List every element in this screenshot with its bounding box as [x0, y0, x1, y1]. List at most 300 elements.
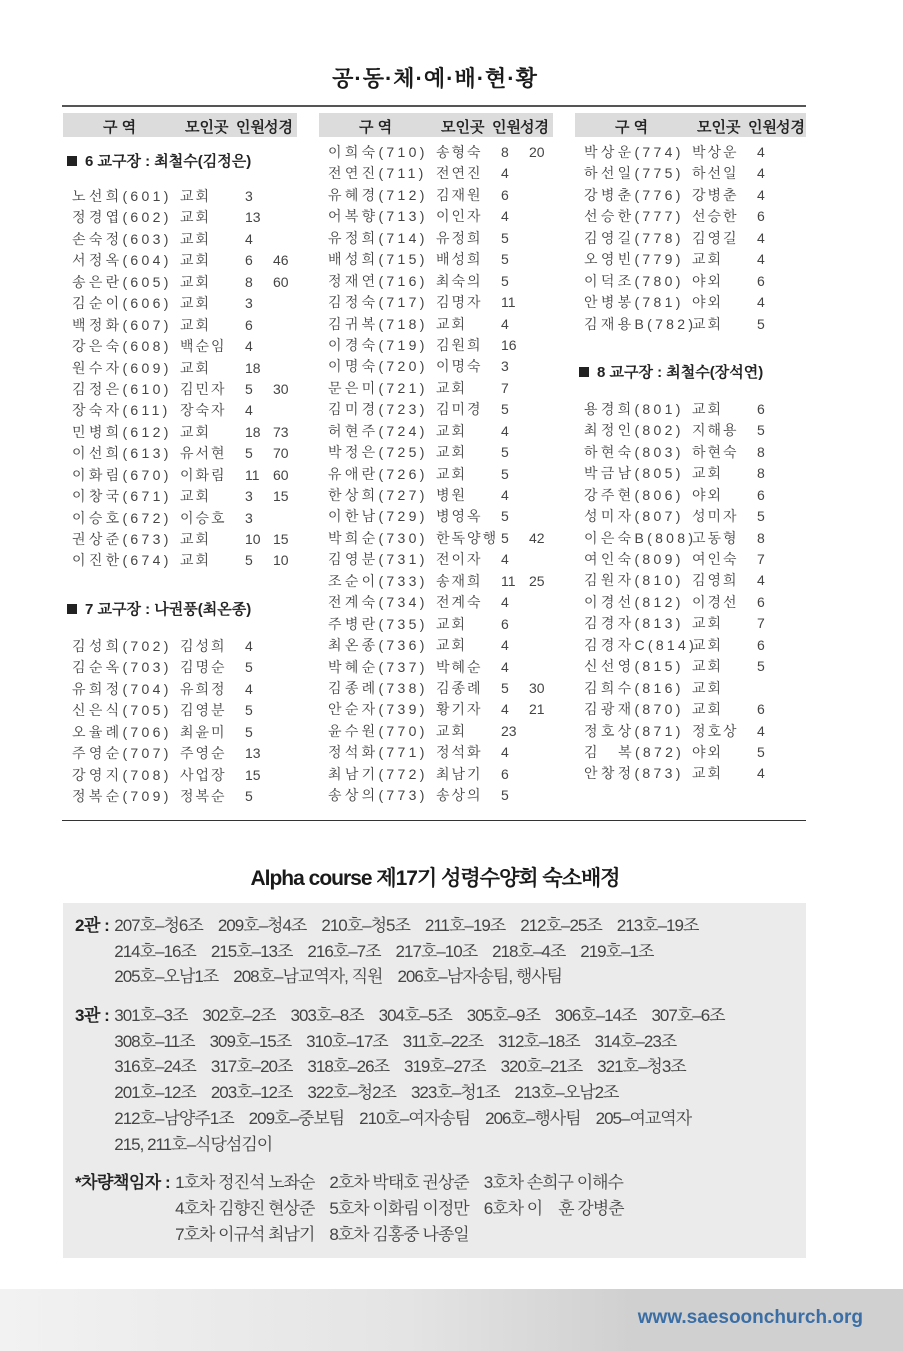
meeting-place: 병영옥 — [436, 508, 483, 525]
attendance-count: 11 — [245, 466, 260, 483]
table-row — [319, 292, 553, 313]
table-row — [319, 185, 553, 206]
section-lines — [114, 913, 806, 990]
table-row — [575, 549, 809, 570]
area-name: 김귀복(718) — [328, 315, 428, 332]
table-row — [575, 228, 809, 249]
attendance-count: 7 — [757, 551, 765, 567]
area-name: 유혜경(712) — [328, 186, 428, 203]
area-name: 김원자(810) — [584, 572, 684, 589]
attendance-count: 4 — [501, 315, 509, 332]
meeting-place: 이명숙 — [436, 358, 483, 375]
meeting-place: 교회 — [436, 444, 468, 461]
meeting-place: 김미경 — [436, 401, 483, 418]
table-row — [575, 206, 809, 227]
area-name: 한상희(727) — [328, 487, 428, 503]
meeting-place: 야외 — [692, 294, 724, 311]
area-name: 유희정(704) — [72, 680, 172, 697]
worship-column-3 — [575, 142, 809, 785]
table-row — [63, 786, 297, 807]
table-header-1 — [63, 113, 297, 137]
meeting-place: 교회 — [180, 423, 212, 440]
meeting-place: 교회 — [436, 422, 468, 439]
table-row — [575, 592, 809, 613]
attendance-count: 4 — [501, 422, 509, 439]
table-row — [63, 508, 297, 529]
table-row — [63, 679, 297, 700]
section-lines — [175, 1170, 806, 1247]
bible-count: 42 — [529, 529, 545, 546]
area-name: 유애란(726) — [328, 465, 428, 482]
table-row — [575, 656, 809, 677]
table-row — [63, 358, 297, 379]
table-row — [63, 250, 297, 271]
meeting-place: 황기자 — [436, 701, 483, 718]
meeting-place: 교회 — [692, 701, 724, 718]
meeting-place: 성미자 — [692, 508, 739, 525]
meeting-place: 야외 — [692, 486, 724, 503]
meeting-place: 교회 — [436, 615, 468, 632]
attendance-count: 5 — [501, 465, 509, 482]
attendance-count: 5 — [757, 658, 765, 675]
attendance-count: 5 — [757, 508, 765, 525]
assignment-item: 320호–21조 — [500, 1057, 583, 1077]
area-name: 김종례(738) — [328, 679, 428, 696]
table-row — [63, 379, 297, 400]
assignment-line — [114, 939, 806, 965]
attendance-count: 4 — [757, 572, 765, 589]
square-bullet-icon — [67, 604, 77, 614]
assignment-item: 214호–16조 — [114, 941, 196, 961]
table-row — [319, 356, 553, 377]
assignment-item: 1호차 정진석 노좌순 — [175, 1173, 315, 1193]
area-name: 오율례(706) — [72, 723, 172, 740]
table-row — [319, 785, 553, 806]
meeting-place: 교회 — [180, 359, 212, 376]
meeting-place: 유서현 — [180, 445, 227, 462]
page-title: 공·동·체·예·배·현·황 — [332, 66, 538, 91]
assignment-line — [114, 913, 806, 939]
meeting-place: 이인자 — [436, 208, 483, 225]
assignment-item: 7호차 이규석 최남기 — [175, 1224, 315, 1244]
table-row — [575, 742, 809, 763]
district-heading-text: 6 교구장 : 최철수(김정은) — [85, 153, 252, 170]
area-name: 윤수원(770) — [328, 722, 428, 739]
meeting-place: 최윤미 — [180, 723, 227, 740]
attendance-count: 4 — [501, 658, 509, 675]
attendance-count: 8 — [757, 465, 765, 482]
area-name: 문은미(721) — [328, 379, 428, 396]
section-lines — [114, 1003, 806, 1157]
district-heading — [575, 335, 809, 399]
table-row — [575, 314, 809, 335]
area-name: 김정숙(717) — [328, 294, 428, 311]
table-row — [63, 336, 297, 357]
table-row — [63, 293, 297, 314]
attendance-count: 10 — [245, 531, 261, 547]
attendance-count: 5 — [245, 723, 253, 740]
meeting-place: 교회 — [180, 488, 212, 505]
table-row — [63, 743, 297, 764]
area-name: 안순자(739) — [328, 701, 428, 718]
bible-count: 15 — [273, 488, 289, 505]
area-name: 전계숙(734) — [328, 594, 428, 611]
section-label: 2관 : — [75, 916, 110, 935]
meeting-place: 장숙자 — [180, 402, 227, 419]
table-row — [575, 442, 809, 463]
area-name: 신선영(815) — [584, 658, 684, 675]
area-name: 어복향(713) — [328, 208, 428, 225]
meeting-place: 김영길 — [692, 229, 739, 246]
meeting-place: 송재희 — [436, 572, 483, 589]
meeting-place: 전계숙 — [436, 594, 483, 611]
area-name: 선승한(777) — [584, 208, 684, 225]
room-assignment-box — [63, 903, 806, 1258]
attendance-count: 4 — [245, 230, 253, 247]
table-row — [63, 272, 297, 293]
bible-count: 46 — [273, 252, 289, 269]
bible-count: 20 — [529, 144, 545, 160]
area-name: 박혜순(737) — [328, 658, 428, 675]
meeting-place: 김재원 — [436, 186, 483, 203]
table-row — [319, 399, 553, 420]
area-name: 이은숙B(808) — [584, 529, 697, 546]
attendance-count: 4 — [245, 402, 253, 419]
table-row — [319, 464, 553, 485]
meeting-place: 김종례 — [436, 679, 483, 696]
assignment-item: 310호–17조 — [306, 1031, 388, 1051]
attendance-count: 11 — [501, 572, 516, 589]
meeting-place: 정복순 — [180, 787, 227, 804]
meeting-place: 병원 — [436, 487, 468, 503]
meeting-place: 교회 — [180, 295, 212, 312]
table-row — [575, 292, 809, 313]
area-name: 이희숙(710) — [328, 144, 428, 160]
assignment-item: 209호–중보팀 — [248, 1108, 345, 1128]
worship-column-1 — [63, 142, 297, 807]
assignment-item: 301호–3조 — [114, 1006, 188, 1026]
assignment-item: 205–여교역자 — [595, 1108, 692, 1128]
area-name: 용경희(801) — [584, 400, 684, 417]
table-row — [575, 570, 809, 591]
meeting-place: 교회 — [180, 188, 212, 204]
section-label: *차량책임자 : — [75, 1173, 171, 1193]
table-row — [63, 529, 297, 550]
area-name: 허현주(724) — [328, 422, 428, 439]
attendance-count: 15 — [245, 766, 261, 783]
area-name: 강병춘(776) — [584, 186, 684, 203]
attendance-count: 5 — [245, 380, 253, 397]
area-name: 박정은(725) — [328, 444, 428, 461]
assignment-item: 201호–12조 — [114, 1083, 196, 1103]
attendance-count: 5 — [757, 422, 765, 439]
area-name: 김순옥(703) — [72, 659, 172, 676]
area-name: 김정은(610) — [72, 380, 172, 397]
meeting-place: 여인숙 — [692, 551, 739, 567]
area-name: 김순이(606) — [72, 295, 172, 312]
area-name: 원수자(609) — [72, 359, 172, 376]
table-row — [575, 528, 809, 549]
attendance-count: 6 — [757, 636, 765, 653]
bottom-divider — [62, 820, 806, 821]
meeting-place: 강병춘 — [692, 186, 739, 203]
meeting-place: 하현숙 — [692, 443, 739, 460]
area-name: 김경자(813) — [584, 615, 684, 632]
meeting-place: 교회 — [692, 315, 724, 332]
assignment-line — [175, 1196, 806, 1222]
attendance-count: 16 — [501, 336, 517, 353]
meeting-place: 교회 — [436, 465, 468, 482]
area-name: 이화림(670) — [72, 466, 172, 483]
table-row — [319, 678, 553, 699]
table-row — [63, 229, 297, 250]
area-name: 백정화(607) — [72, 316, 172, 333]
assignment-item: 307호–6조 — [651, 1006, 725, 1026]
assignment-line — [114, 1106, 806, 1132]
attendance-count: 8 — [757, 443, 765, 460]
attendance-count: 5 — [501, 251, 509, 268]
table-row — [319, 142, 553, 163]
assignment-item: 314호–23조 — [594, 1031, 677, 1051]
area-name: 이진한(674) — [72, 552, 172, 569]
meeting-place: 교회 — [436, 637, 468, 654]
meeting-place: 지해용 — [692, 422, 739, 439]
assignment-line — [175, 1222, 806, 1248]
table-row — [63, 636, 297, 657]
assignment-item: 203호–12조 — [210, 1083, 293, 1103]
table-row — [575, 463, 809, 484]
area-name: 이경숙(719) — [328, 336, 428, 353]
assignment-item: 208호–남교역자, 직원 — [233, 967, 383, 987]
table-row — [319, 206, 553, 227]
table-row — [319, 635, 553, 656]
table-row — [575, 420, 809, 441]
area-name: 김 복(872) — [584, 743, 685, 760]
attendance-count: 4 — [757, 251, 765, 268]
table-row — [575, 249, 809, 270]
area-name: 김광재(870) — [584, 701, 684, 718]
attendance-count: 6 — [501, 615, 509, 632]
table-row — [63, 765, 297, 786]
area-name: 김재용B(782) — [584, 315, 697, 332]
assignment-item: 4호차 김향진 현상준 — [175, 1198, 315, 1218]
meeting-place: 정호상 — [692, 722, 739, 739]
area-name: 강주현(806) — [584, 486, 684, 503]
assignment-line — [114, 1003, 806, 1029]
assignment-line — [114, 1080, 806, 1106]
bible-count: 21 — [529, 701, 545, 718]
table-row — [63, 422, 297, 443]
bible-count: 15 — [273, 531, 289, 547]
table-row — [575, 485, 809, 506]
table-row — [319, 614, 553, 635]
attendance-count: 13 — [245, 745, 261, 762]
assignment-item: 304호–5조 — [378, 1006, 452, 1026]
area-name: 정복순(709) — [72, 787, 172, 804]
attendance-count: 4 — [245, 637, 253, 654]
assignment-item: 206호–남자송팀, 행사팀 — [397, 967, 563, 987]
attendance-count: 8 — [757, 529, 765, 546]
table-row — [63, 722, 297, 743]
table-row — [575, 635, 809, 656]
table-row — [319, 485, 553, 506]
attendance-count: 5 — [501, 401, 509, 418]
table-row — [319, 549, 553, 570]
meeting-place: 교회 — [436, 315, 468, 332]
bible-count: 30 — [529, 679, 545, 696]
attendance-count: 5 — [501, 272, 509, 289]
table-row — [575, 271, 809, 292]
attendance-count: 6 — [501, 765, 509, 782]
table-row — [319, 528, 553, 549]
section-label: 3관 : — [75, 1006, 110, 1026]
attendance-count: 4 — [757, 294, 765, 311]
assignment-item: 316호–24조 — [114, 1057, 196, 1077]
bible-count: 60 — [273, 466, 289, 483]
area-name: 김영길(778) — [584, 229, 684, 246]
header-area: 구 역 — [359, 119, 393, 136]
meeting-place: 교회 — [180, 552, 212, 569]
assignment-item: 305호–9조 — [466, 1006, 540, 1026]
attendance-count: 8 — [501, 144, 509, 160]
assignment-item: 312호–18조 — [498, 1031, 580, 1051]
assignment-item: 213호–19조 — [616, 916, 699, 935]
attendance-count: 18 — [245, 423, 261, 440]
assignment-item: 323호–청1조 — [410, 1083, 500, 1103]
meeting-place: 교회 — [692, 679, 724, 696]
table-row — [63, 550, 297, 571]
district-heading-text: 7 교구장 : 나권풍(최온종) — [85, 600, 252, 618]
attendance-count: 4 — [757, 144, 765, 160]
attendance-count: 6 — [245, 316, 253, 333]
area-name: 이창국(671) — [72, 488, 172, 505]
table-row — [319, 742, 553, 763]
header-place: 모인곳 — [441, 119, 485, 136]
meeting-place: 야외 — [692, 272, 724, 289]
area-name: 안창정(873) — [584, 765, 684, 782]
meeting-place: 정석화 — [436, 744, 483, 761]
table-row — [319, 314, 553, 335]
website-link[interactable]: www.saesoonchurch.org — [637, 1307, 863, 1328]
attendance-count: 4 — [501, 594, 509, 611]
assignment-item: 306호–14조 — [554, 1006, 637, 1026]
table-row — [63, 207, 297, 228]
meeting-place: 백순임 — [180, 338, 227, 355]
attendance-count: 4 — [501, 551, 509, 568]
meeting-place: 교회 — [180, 230, 212, 247]
attendance-count: 3 — [245, 488, 253, 505]
area-name: 여인숙(809) — [584, 551, 684, 567]
assignment-item: 209호–청4조 — [217, 916, 307, 935]
area-name: 신은식(705) — [72, 702, 172, 719]
attendance-count: 5 — [501, 508, 509, 525]
area-name: 박금남(805) — [584, 465, 684, 482]
assignment-item: 302호–2조 — [202, 1006, 276, 1026]
table-row — [319, 764, 553, 785]
table-row — [575, 142, 809, 163]
assignment-item: 206호–행사팀 — [485, 1108, 581, 1128]
meeting-place: 김영희 — [692, 572, 739, 589]
attendance-count: 6 — [757, 272, 765, 289]
area-name: 하선일(775) — [584, 165, 684, 182]
area-name: 손숙정(603) — [72, 230, 172, 247]
district-heading-text: 8 교구장 : 최철수(장석연) — [597, 363, 764, 381]
meeting-place: 김원희 — [436, 336, 483, 353]
attendance-count: 6 — [757, 701, 765, 718]
district-heading — [63, 142, 297, 186]
area-name: 박상운(774) — [584, 144, 684, 160]
meeting-place: 최남기 — [436, 765, 483, 782]
meeting-place: 교회 — [436, 379, 468, 396]
attendance-count: 4 — [757, 165, 765, 182]
area-name: 성미자(807) — [584, 508, 684, 525]
assignment-item: 5호차 이화림 이정만 — [329, 1198, 469, 1218]
attendance-count: 13 — [245, 209, 261, 226]
meeting-place: 교회 — [692, 636, 724, 653]
area-name: 조순이(733) — [328, 572, 428, 589]
area-name: 노선희(601) — [72, 188, 172, 204]
attendance-count: 4 — [501, 744, 509, 761]
area-name: 김영분(731) — [328, 551, 428, 568]
table-header-3 — [575, 113, 806, 137]
assignment-item: 308호–11조 — [114, 1031, 195, 1051]
area-name: 송상의(773) — [328, 787, 428, 804]
assignment-section — [63, 913, 806, 990]
attendance-count: 6 — [757, 593, 765, 610]
assignment-item: 218호–4조 — [492, 941, 566, 961]
table-row — [319, 721, 553, 742]
meeting-place: 김민자 — [180, 380, 227, 397]
meeting-place: 송형숙 — [436, 144, 483, 160]
table-row — [319, 335, 553, 356]
attendance-count: 5 — [501, 529, 509, 546]
header-count: 인원 — [236, 119, 265, 136]
assignment-line — [114, 1029, 806, 1055]
attendance-count: 5 — [501, 229, 509, 246]
table-row — [319, 378, 553, 399]
meeting-place: 교회 — [692, 765, 724, 782]
table-row — [575, 399, 809, 420]
attendance-count: 4 — [501, 701, 509, 718]
area-name: 배성희(715) — [328, 251, 428, 268]
assignment-item: 219호–1조 — [580, 941, 654, 961]
area-name: 정경엽(602) — [72, 209, 172, 226]
table-row — [319, 657, 553, 678]
assignment-item: 210호–청5조 — [321, 916, 410, 935]
assignment-section — [63, 1170, 806, 1247]
attendance-count: 3 — [501, 358, 509, 375]
meeting-place: 교회 — [692, 465, 724, 482]
meeting-place: 교회 — [692, 251, 724, 268]
assignment-item: 2호차 박태호 권상준 — [329, 1173, 469, 1193]
area-name: 김희수(816) — [584, 679, 684, 696]
table-row — [575, 163, 809, 184]
table-row — [575, 721, 809, 742]
attendance-count: 4 — [501, 487, 509, 503]
header-bible: 성경 — [520, 119, 549, 136]
table-row — [63, 186, 297, 207]
attendance-count: 23 — [501, 722, 517, 739]
assignment-item: 321호–청3조 — [597, 1057, 686, 1077]
area-name: 이명숙(720) — [328, 358, 428, 375]
bible-count: 30 — [273, 380, 289, 397]
table-row — [575, 678, 809, 699]
meeting-place: 교회 — [180, 252, 212, 269]
assignment-item: 212호–25조 — [520, 916, 602, 935]
attendance-count: 6 — [757, 486, 765, 503]
meeting-place: 선승한 — [692, 208, 739, 225]
footer-band — [0, 1289, 903, 1351]
